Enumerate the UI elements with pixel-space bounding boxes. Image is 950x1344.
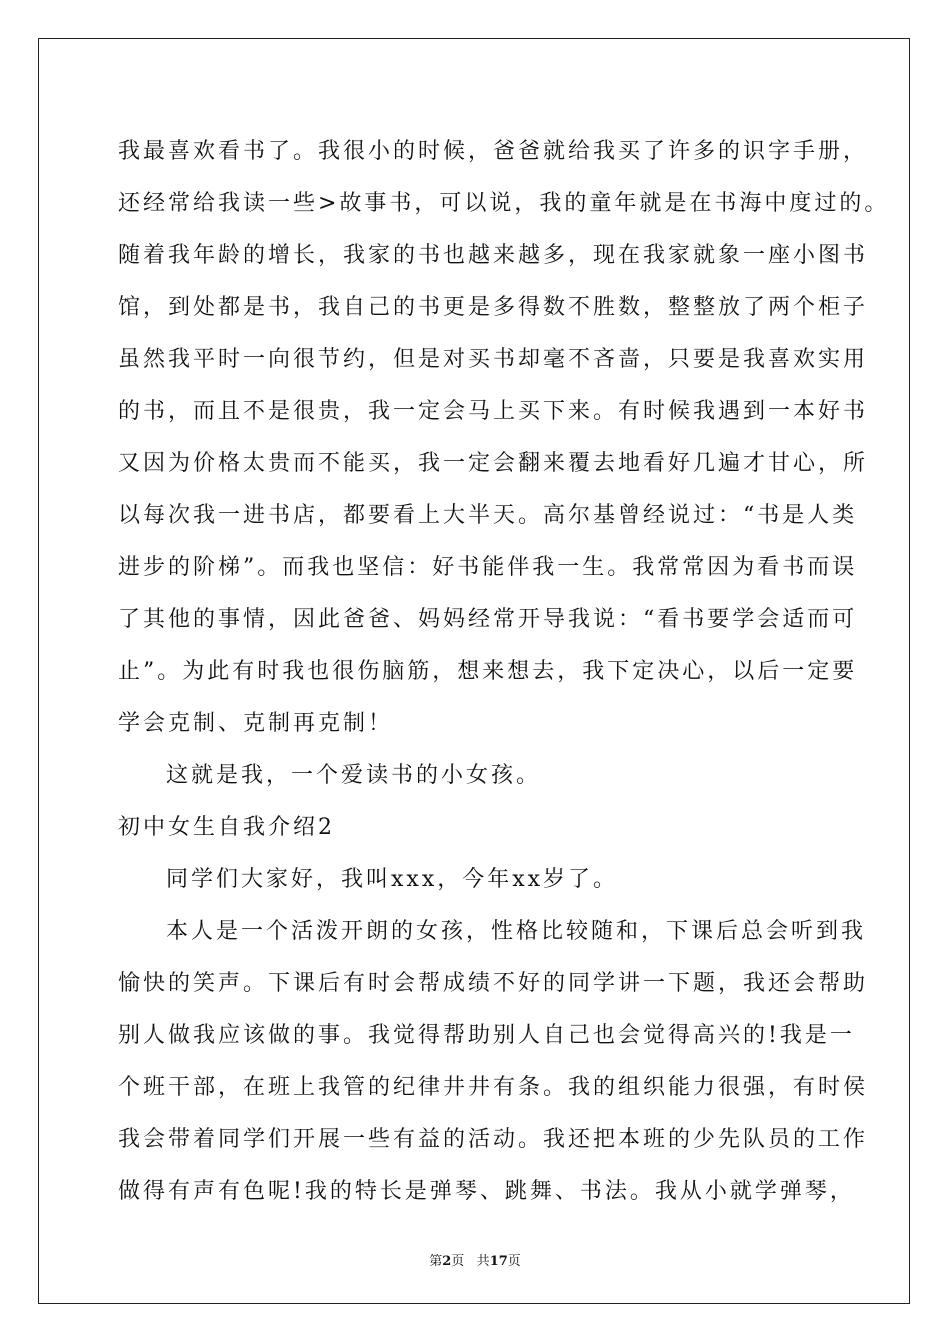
document-body <box>118 126 890 1218</box>
page-footer <box>0 1250 950 1269</box>
total-prefix: 共 <box>476 1254 490 1269</box>
text-line: 还经常给我读一些>故事书，可以说，我的童年就是在书海中度过的。 <box>118 191 890 216</box>
text-line: 做得有声有色呢!我的特长是弹琴、跳舞、书法。我从小就学弹琴， <box>118 1179 855 1204</box>
text-line: 本人是一个活泼开朗的女孩，性格比较随和，下课后总会听到我 <box>166 919 867 944</box>
text-line: 这就是我，一个爱读书的小女孩。 <box>166 763 542 788</box>
text-line: 虽然我平时一向很节约，但是对买书却毫不吝啬，只要是我喜欢实用 <box>118 347 869 372</box>
text-line: 以每次我一进书店，都要看上大半天。高尔基曾经说过：“书是人类 <box>118 503 858 528</box>
page-total: 17 <box>489 1254 508 1269</box>
text-line: 同学们大家好，我叫xxx，今年xx岁了。 <box>166 867 619 892</box>
section-heading: 初中女生自我介绍2 <box>118 815 335 840</box>
page-current: 2 <box>442 1254 452 1269</box>
text-line: 别人做我应该做的事。我觉得帮助别人自己也会觉得高兴的!我是一 <box>118 1023 855 1048</box>
text-line: 止”。为此有时我也很伤脑筋，想来想去，我下定决心，以后一定要 <box>118 659 858 684</box>
total-suffix: 页 <box>507 1254 521 1269</box>
text-line: 又因为价格太贵而不能买，我一定会翻来覆去地看好几遍才甘心，所 <box>118 451 869 476</box>
text-line: 学会克制、克制再克制！ <box>118 711 394 736</box>
page-prefix: 第 <box>429 1254 443 1269</box>
text-line: 个班干部，在班上我管的纪律井井有条。我的组织能力很强，有时侯 <box>118 1075 869 1100</box>
text-line: 馆，到处都是书，我自己的书更是多得数不胜数，整整放了两个柜子 <box>118 295 869 320</box>
text-line: 进步的阶梯”。而我也坚信：好书能伴我一生。我常常因为看书而误 <box>118 555 858 580</box>
text-line: 的书，而且不是很贵，我一定会马上买下来。有时候我遇到一本好书 <box>118 399 869 424</box>
text-line: 了其他的事情，因此爸爸、妈妈经常开导我说：“看书要学会适而可 <box>118 607 858 632</box>
text-line: 随着我年龄的增长，我家的书也越来越多，现在我家就象一座小图书 <box>118 243 869 268</box>
text-line: 我会带着同学们开展一些有益的活动。我还把本班的少先队员的工作 <box>118 1127 869 1152</box>
text-line: 愉快的笑声。下课后有时会帮成绩不好的同学讲一下题，我还会帮助 <box>118 971 869 996</box>
text-line: 我最喜欢看书了。我很小的时候，爸爸就给我买了许多的识字手册， <box>118 139 869 164</box>
page-suffix: 页 <box>451 1254 465 1269</box>
